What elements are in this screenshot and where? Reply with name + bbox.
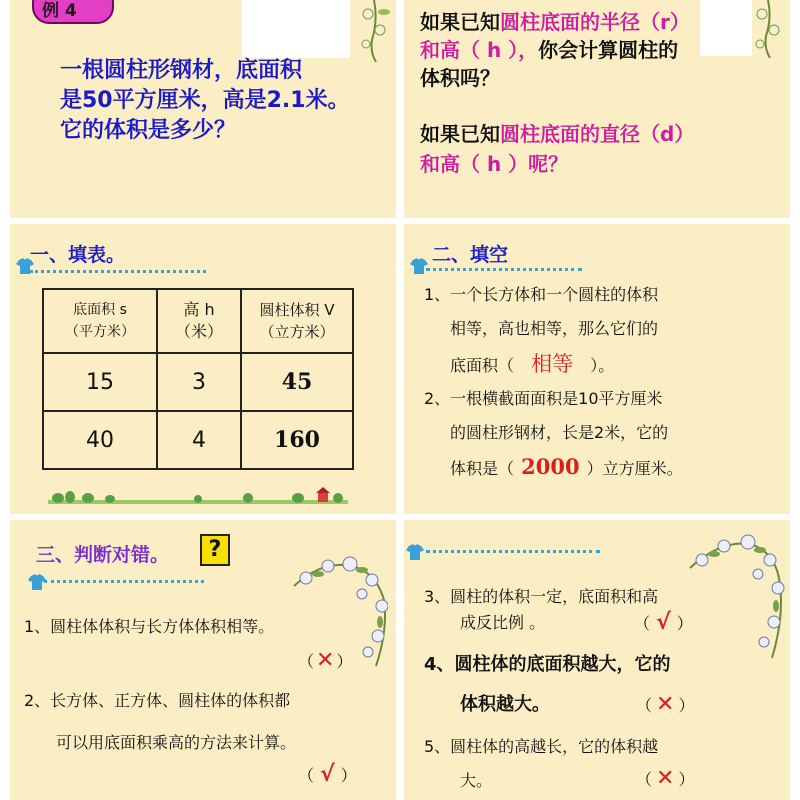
white-box bbox=[700, 0, 752, 56]
paren-close: ） bbox=[340, 766, 357, 785]
question-lead: 如果已知 bbox=[420, 122, 500, 146]
check-icon: √ bbox=[320, 762, 335, 787]
blank-q2-line-2: 的圆柱形钢材，长是2米，它的 bbox=[450, 423, 669, 442]
radius-phrase: 圆柱底面的半径（r） bbox=[500, 10, 690, 34]
paren-open: （ bbox=[636, 696, 653, 715]
cross-icon: ✕ bbox=[316, 648, 335, 673]
panel-fill-blank bbox=[404, 224, 790, 514]
panel-judge-2 bbox=[404, 520, 790, 800]
blank-q1-line-1: 1、一个长方体和一个圆柱的体积 bbox=[424, 285, 659, 304]
diameter-phrase: 圆柱底面的直径（d） bbox=[500, 122, 695, 146]
paren-close: ） bbox=[678, 696, 695, 715]
judge-item-2-answer bbox=[298, 762, 357, 787]
question-line-1 bbox=[420, 8, 690, 36]
judge-item-3-text-2: 成反比例 。 bbox=[460, 613, 546, 632]
cross-icon: ✕ bbox=[656, 766, 675, 791]
question-line-2 bbox=[420, 36, 678, 64]
judge-item-5-text-1: 5、圆柱体的高越长，它的体积越 bbox=[424, 737, 659, 756]
white-box bbox=[242, 0, 350, 58]
paren-close: ） bbox=[336, 652, 353, 671]
shirt-bullet-icon bbox=[406, 544, 424, 560]
header-height: 高 h bbox=[183, 300, 215, 319]
blank-q1-open: 底面积（ bbox=[450, 356, 515, 375]
dotted-divider bbox=[426, 550, 600, 553]
example-badge-label: 例 4 bbox=[42, 1, 77, 21]
cell-area: 40 bbox=[43, 411, 157, 469]
table-header-cell bbox=[241, 289, 353, 353]
blank-q2-line-1: 2、一根横截面面积是10平方厘米 bbox=[424, 389, 663, 408]
judge-item-4-text-2: 体积越大。 bbox=[460, 694, 550, 715]
blank-q2-line-3 bbox=[450, 454, 683, 479]
judge-item-1-text: 1、圆柱体体积与长方体体积相等。 bbox=[24, 617, 275, 636]
blank-q2-open: 体积是（ bbox=[450, 459, 515, 478]
paren-open: （ bbox=[634, 614, 651, 633]
example-line-1: 一根圆柱形钢材，底面积 bbox=[60, 58, 303, 83]
header-area: 底面积 s bbox=[73, 302, 127, 318]
cell-height: 4 bbox=[157, 411, 241, 469]
judge-item-3-text-1: 3、圆柱的体积一定，底面积和高 bbox=[424, 587, 659, 606]
blank-q2-close: ）立方厘米。 bbox=[586, 459, 683, 478]
judge-item-4-text-1: 4、圆柱体的底面积越大，它的 bbox=[424, 654, 671, 675]
judge-heading: 三、判断对错。 bbox=[36, 544, 170, 566]
question-box-icon bbox=[200, 534, 230, 566]
judge-item-5-text-2: 大。 bbox=[460, 771, 493, 790]
paren-close: ） bbox=[678, 770, 695, 789]
table-header-row bbox=[43, 289, 353, 353]
judge-item-1-answer bbox=[298, 648, 352, 673]
judge-item-2-text-2: 可以用底面积乘高的方法来计算。 bbox=[56, 733, 297, 752]
blank-q1-close: ）。 bbox=[590, 356, 615, 375]
cell-height: 3 bbox=[157, 353, 241, 411]
hanging-flower-icon bbox=[686, 522, 786, 662]
header-height-unit: （米） bbox=[174, 322, 223, 341]
cross-icon: ✕ bbox=[656, 692, 675, 717]
table-header-cell bbox=[43, 289, 157, 353]
judge-item-5-answer bbox=[636, 766, 694, 791]
judge-item-3-answer bbox=[634, 610, 693, 635]
fill-blank-heading: 二、填空 bbox=[432, 244, 509, 266]
flower-decoration-icon bbox=[748, 0, 790, 58]
table-row bbox=[43, 353, 353, 411]
panel-judge-1 bbox=[10, 520, 396, 800]
cell-area: 15 bbox=[43, 353, 157, 411]
example-line-2: 是50平方厘米，高是2.1米。 bbox=[60, 88, 350, 113]
paren-open: （ bbox=[636, 770, 653, 789]
flower-decoration-icon bbox=[352, 0, 396, 62]
blank-q1-line-3 bbox=[450, 348, 614, 378]
cell-volume-answer: 45 bbox=[241, 353, 353, 411]
shirt-bullet-icon bbox=[410, 258, 428, 274]
question-line-4 bbox=[420, 120, 694, 148]
judge-item-4-answer bbox=[636, 692, 694, 717]
dotted-divider bbox=[44, 580, 204, 583]
question-line-3: 体积吗？ bbox=[420, 66, 500, 90]
panel-fill-table bbox=[10, 224, 396, 514]
example-line-3: 它的体积是多少？ bbox=[60, 118, 237, 143]
paren-open: （ bbox=[298, 766, 315, 785]
header-volume-unit: （立方米） bbox=[259, 323, 335, 341]
question-mark: ? bbox=[208, 537, 222, 562]
paren-close: ） bbox=[676, 614, 693, 633]
header-volume: 圆柱体积 V bbox=[259, 301, 335, 319]
cell-volume-answer: 160 bbox=[241, 411, 353, 469]
header-area-unit: （平方米） bbox=[65, 324, 135, 340]
question-lead: 如果已知 bbox=[420, 10, 500, 34]
judge-item-2-text-1: 2、长方体、正方体、圆柱体的体积都 bbox=[24, 691, 291, 710]
panel-question bbox=[404, 0, 790, 218]
dotted-divider bbox=[426, 268, 582, 271]
fill-table-heading: 一、填表。 bbox=[30, 244, 126, 266]
blank-q1-line-2: 相等，高也相等，那么它们的 bbox=[450, 319, 659, 338]
paren-open: （ bbox=[298, 652, 315, 671]
panel-example bbox=[10, 0, 396, 218]
height-phrase: 和高（ h ）， bbox=[420, 38, 539, 62]
question-tail: 你会计算圆柱的 bbox=[538, 38, 679, 62]
volume-table bbox=[42, 288, 354, 470]
grass-strip-icon bbox=[48, 486, 348, 506]
blank-q1-answer: 相等 bbox=[531, 352, 574, 376]
table-row bbox=[43, 411, 353, 469]
question-line-5: 和高（ h ）呢？ bbox=[420, 152, 569, 176]
table-header-cell bbox=[157, 289, 241, 353]
check-icon: √ bbox=[656, 610, 671, 635]
blank-q2-answer: 2000 bbox=[521, 454, 580, 479]
dotted-divider bbox=[30, 270, 206, 273]
